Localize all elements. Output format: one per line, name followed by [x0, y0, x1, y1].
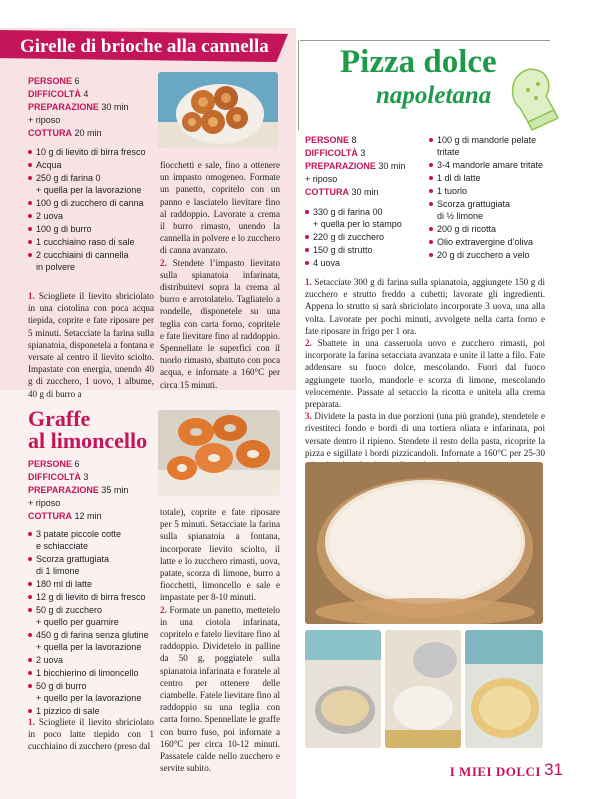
- meta-value: 20 min: [74, 128, 102, 138]
- ingredient-item: 100 g di burro: [28, 223, 154, 235]
- meta-key: PERSONE: [28, 76, 73, 86]
- ingredient-item: 3-4 mandorle amare tritate: [429, 159, 561, 171]
- recipe3-ingredients-b: [429, 134, 561, 262]
- recipe1-ingredients: [28, 146, 154, 274]
- meta-key: COTTURA: [28, 128, 72, 138]
- recipe3-photo-step3: [465, 630, 543, 748]
- recipe3-photo-step1: [305, 630, 381, 748]
- ingredient-item: 330 g di farina 00 + quella per lo stampo: [305, 206, 425, 230]
- ingredient-item: 2 uova: [28, 654, 158, 666]
- ingredient-item: Olio extravergine d’oliva: [429, 236, 561, 248]
- page-number: 31: [544, 760, 563, 779]
- ingredient-item: 180 ml di latte: [28, 578, 158, 590]
- recipe2-step2-text: Formate un panetto, mettetelo in una ciotola infarinata, copritelo e fatelo lievitare fino al raddoppio. Dividetelo in palline da 50 g, poggiatele sulla spianatoia infarinata e foratele al centro per ottenere delle ciambelle. Fatele lievitare fino al raddoppio su una teglia con carta forno. Spennellate le graffe con burro fuso, poi infornate a 160°C per circa 10-12 minuti. Passatele calde nello zucchero e servite subito.: [160, 604, 280, 774]
- ingredient-item: 150 g di strutto: [305, 244, 425, 256]
- ingredient-item: 1 tuorlo: [429, 185, 561, 197]
- meta-key: PERSONE: [28, 459, 73, 469]
- meta-row: [28, 471, 153, 484]
- recipe1-step1-continued: fiocchetti e sale, fino a ottenere un impasto omogeneo. Formate un panetto, copritelo con un panno e lasciatelo lievitare fino al raddoppio. Lavorate a crema il burro rimasto, unendo la cannella in polvere e lo zucchero di canna avanzato.: [160, 160, 280, 256]
- ingredient-item: 12 g di lievito di birra fresco: [28, 591, 158, 603]
- meta-key: COTTURA: [28, 511, 72, 521]
- recipe1-photo-brioche: [158, 72, 278, 148]
- ingredient-item: 100 g di zucchero di canna: [28, 197, 154, 209]
- meta-value: 30 min: [351, 187, 379, 197]
- divider-line-vertical: [298, 40, 299, 130]
- step-number: 2.: [160, 604, 167, 615]
- meta-row: [305, 186, 425, 199]
- recipe2-step1-continued: totale), coprite e fate riposare per 5 minuti. Setacciate la farina sulla spianatoia a fontana, incorporate lievito sciolto, il latte e lo zucchero rimasti, uova, patate, scorza di limone, burro a fiocchetti, limoncello e sale e impastate per 8-10 minuti.: [160, 507, 280, 603]
- meta-value: 3: [83, 472, 89, 482]
- ingredient-item: 200 g di ricotta: [429, 223, 561, 235]
- meta-row: [28, 127, 153, 140]
- ingredient-item: 1 dl di latte: [429, 172, 561, 184]
- meta-value: 3: [360, 148, 366, 158]
- ingredient-item: Scorza grattugiata di ½ limone: [429, 198, 561, 222]
- meta-value: + riposo: [305, 174, 338, 184]
- step-number: 2.: [305, 338, 312, 349]
- ingredient-item: 100 g di mandorle pelate tritate: [429, 134, 561, 158]
- recipe2-title-line1: Graffe: [28, 406, 91, 431]
- ingredient-item: 50 g di burro + quello per la lavorazione: [28, 680, 158, 704]
- recipe3-steps: [305, 276, 545, 471]
- ingredient-item: Acqua: [28, 159, 154, 171]
- meta-row: [305, 160, 425, 173]
- recipe1-step2-text: Stendete l’impasto lievitato sulla spianatoia infarinata, distribuitevi sopra la crema al burro e arrotolatelo. Tagliatelo a rondelle, disponetele su una teglia con carta forno, copritele e fate lievitare fino al raddoppio. Spennellate le superfici con il tuorlo rimasto, sbattuto con poca acqua, e infornate a 160°C per circa 15 minuti.: [160, 257, 280, 390]
- recipe3-subtitle: napoletana: [376, 82, 492, 109]
- meta-row: [28, 101, 153, 114]
- meta-value: 6: [74, 76, 80, 86]
- recipe2-photo-graffe: [158, 410, 280, 496]
- recipe2-meta: [28, 458, 153, 523]
- meta-value: 8: [351, 135, 357, 145]
- ingredient-item: 1 cucchiaino raso di sale: [28, 236, 154, 248]
- step-number: 1.: [305, 277, 312, 287]
- recipe3-title: Pizza dolce: [340, 44, 497, 80]
- recipe1-steps-right: [160, 159, 280, 391]
- step-number: 3.: [305, 411, 312, 422]
- meta-value: + riposo: [28, 498, 61, 508]
- recipe2-steps-left: [28, 716, 154, 753]
- meta-value: 30 min: [101, 102, 129, 112]
- meta-key: PERSONE: [305, 135, 350, 145]
- recipe3-photo-step2: [385, 630, 461, 748]
- footer-magazine-name: I MIEI DOLCI: [449, 764, 541, 779]
- meta-value: 4: [83, 89, 89, 99]
- meta-value: 35 min: [101, 485, 129, 495]
- recipe2-step1-text: Sciogliete il lievito sbriciolato in poco latte tiepido con 1 cucchiaino di zucchero (preso dal: [28, 717, 154, 752]
- ingredient-item: 450 g di farina senza glutine + quella per la lavorazione: [28, 629, 158, 653]
- meta-value: 12 min: [74, 511, 102, 521]
- recipe2-steps-right: [160, 506, 280, 774]
- step-number: 1.: [28, 717, 35, 727]
- ingredient-item: 3 patate piccole cotte e schiacciate: [28, 528, 158, 552]
- meta-key: DIFFICOLTÀ: [28, 472, 81, 482]
- ingredient-item: 10 g di lievito di birra fresco: [28, 146, 154, 158]
- step-number: 1.: [28, 291, 35, 301]
- oven-mitt-icon: [506, 66, 568, 137]
- ingredient-item: 220 g di zucchero: [305, 231, 425, 243]
- ingredient-item: 1 pizzico di sale: [28, 705, 158, 717]
- ingredient-item: 4 uova: [305, 257, 425, 269]
- ingredient-item: 20 g di zucchero a velo: [429, 249, 561, 261]
- meta-key: PREPARAZIONE: [305, 161, 376, 171]
- ingredient-item: 1 bicchierino di limoncello: [28, 667, 158, 679]
- meta-row: [28, 484, 153, 497]
- meta-row: [28, 458, 153, 471]
- meta-key: DIFFICOLTÀ: [28, 89, 81, 99]
- ingredient-item: 250 g di farina 0 + quella per la lavorazione: [28, 172, 154, 196]
- meta-key: COTTURA: [305, 187, 349, 197]
- meta-row: [28, 75, 153, 88]
- recipe3-step1-text: Setacciate 300 g di farina sulla spianatoia, aggiungete 150 g di zucchero e strutto freddo a cubetti; lavorate gli ingredienti. Appena lo strutto si sarà sbriciolato incorporate 3 uova, una alla volta. Lavorate per pochi minuti, avvolgete nella carta forno e fate riposare in frigo per 1 ora.: [305, 277, 546, 336]
- recipe1-steps-left: [28, 290, 154, 400]
- meta-row: [28, 88, 153, 101]
- meta-value: + riposo: [28, 115, 61, 125]
- meta-row: [305, 134, 425, 147]
- recipe3-step2-text: Sbattete in una casseruola uovo e zucchero rimasti, poi incorporate la farina setacciata avanzata e unite il latte a filo. Fate addensare su fuoco dolce, mescolando. Fuori dal fuoco aggiungete tuorlo, mandorle e scorza di limone, mescolando velocemente. Passate al setaccio la ricotta e unitela alla crema preparata.: [305, 338, 545, 410]
- meta-value: 30 min: [378, 161, 406, 171]
- meta-row: [305, 173, 425, 186]
- recipe3-photo-pizza: [305, 462, 543, 624]
- divider-line: [300, 40, 550, 41]
- meta-key: PREPARAZIONE: [28, 102, 99, 112]
- meta-row: [305, 147, 425, 160]
- meta-value: 6: [74, 459, 80, 469]
- ingredient-item: 2 cucchiaini di cannella in polvere: [28, 249, 154, 273]
- recipe1-title: Girelle di brioche alla cannella: [20, 36, 269, 57]
- ingredient-item: 2 uova: [28, 210, 154, 222]
- recipe3-step3-text: Dividete la pasta in due porzioni (una più grande), stendetele e rivestiteci fondo e bordi di una tortiera oliata e infarinata, poi versate dentro il ripieno. Stendete il resto della pasta, ricoprite la pizza e sigillate i bordi pizzicandoli. Infornate a 160°C per 25-30: [305, 411, 545, 458]
- recipe2-ingredients: [28, 528, 158, 718]
- recipe2-title-line2: al limoncello: [28, 428, 148, 453]
- meta-row: [28, 497, 153, 510]
- meta-row: [28, 114, 153, 127]
- recipe1-step1-text: Sciogliete il lievito sbriciolato in una ciotolina con poca acqua tiepida, coprite e fate riposare per 5 minuti. Setacciate la farina sulla spianatoia, disponetela a fontana e versate al centro il lievito sciolto. Impastate con energia, unendo 40 g di zucchero, 1 uovo, 1 albume, 40 g di burro a: [28, 291, 154, 399]
- recipe3-ingredients-a: [305, 206, 425, 270]
- meta-row: [28, 510, 153, 523]
- meta-key: PREPARAZIONE: [28, 485, 99, 495]
- ingredient-item: 50 g di zucchero + quello per guarnire: [28, 604, 158, 628]
- recipe3-meta: [305, 134, 425, 199]
- step-number: 2.: [160, 257, 167, 268]
- meta-key: DIFFICOLTÀ: [305, 148, 358, 158]
- recipe2-title: [28, 408, 147, 452]
- ingredient-item: Scorza grattugiata di 1 limone: [28, 553, 158, 577]
- recipe1-meta: [28, 75, 153, 140]
